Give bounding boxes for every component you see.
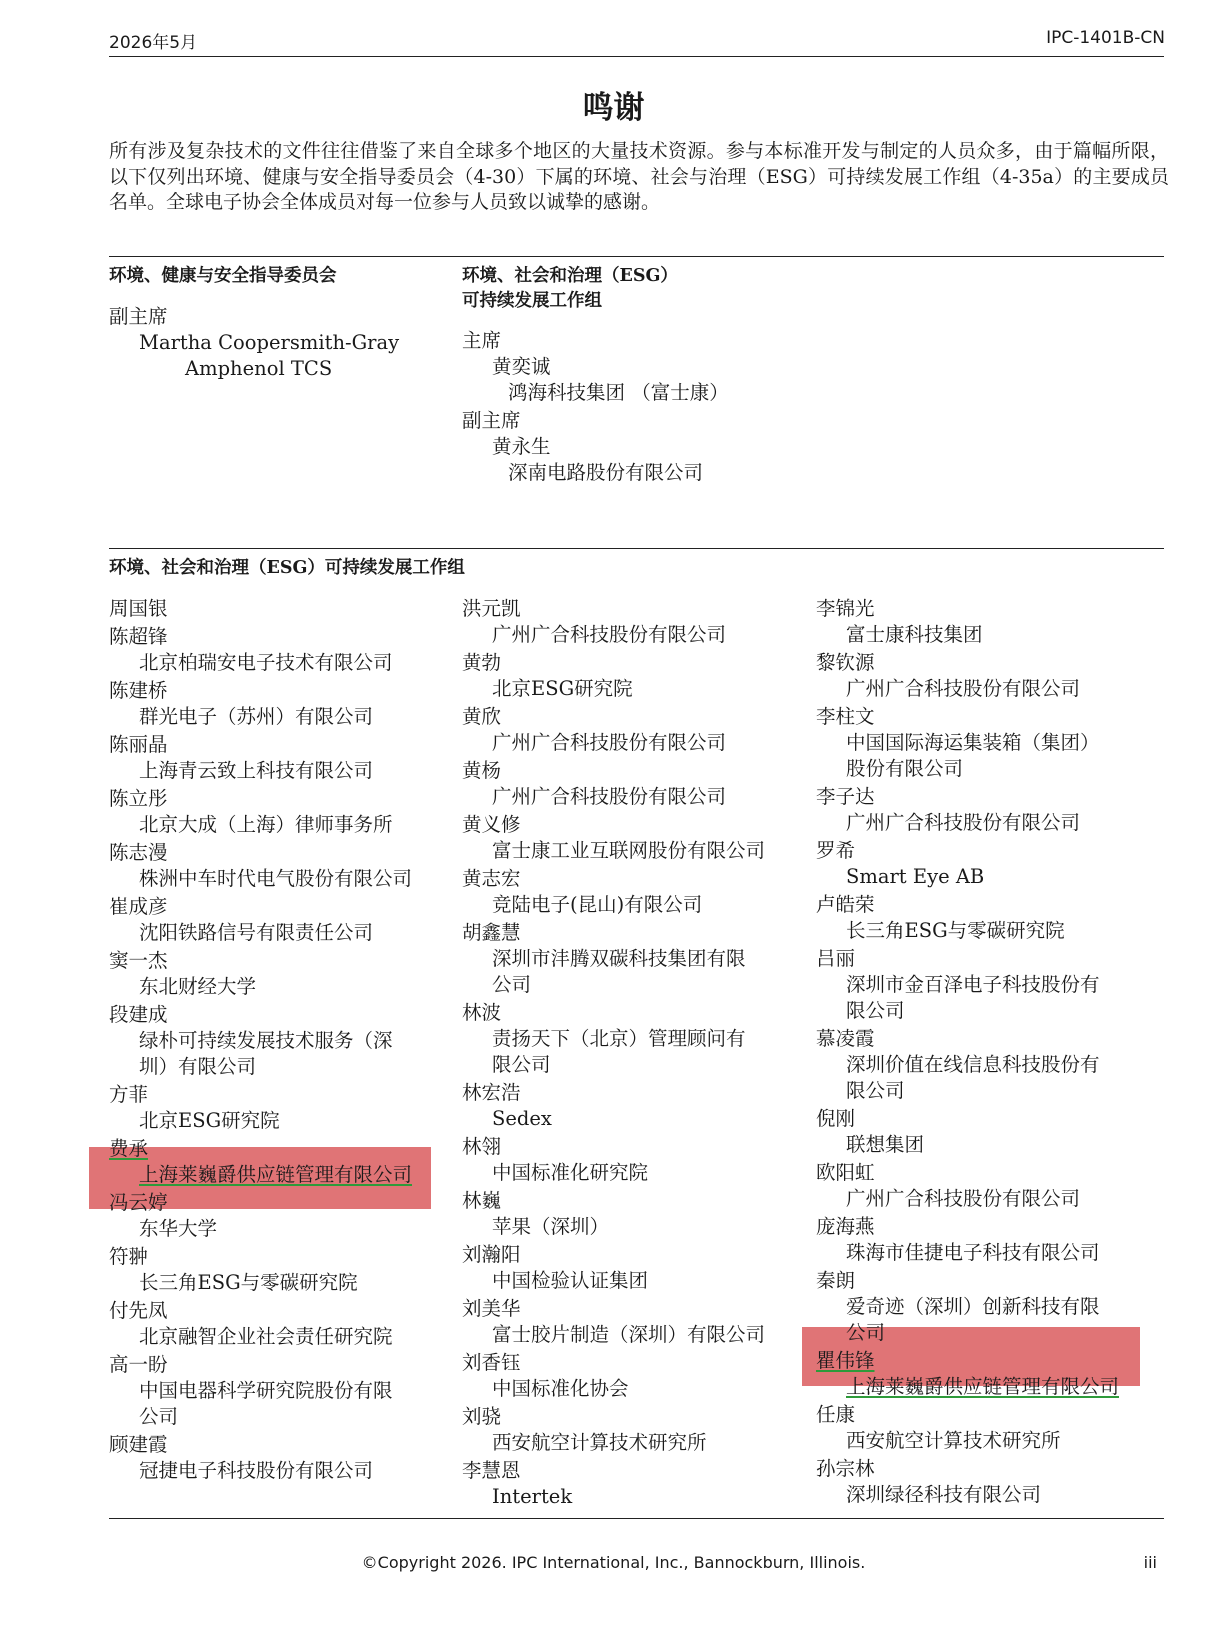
member-entry	[816, 1160, 1156, 1212]
member-name: 李慧恩	[462, 1459, 521, 1482]
member-org: 北京ESG研究院	[492, 677, 633, 700]
member-name: 顾建霞	[109, 1433, 168, 1456]
member-entry	[816, 650, 1156, 702]
members-column-2	[462, 596, 802, 1510]
member-org: 北京柏瑞安电子技术有限公司	[139, 651, 393, 674]
member-name: 倪刚	[816, 1107, 856, 1130]
member-org: 广州广合科技股份有限公司	[846, 811, 1081, 834]
member-entry	[816, 1456, 1156, 1508]
member-name: 窦一杰	[109, 949, 168, 972]
esg-lead-title-line2: 可持续发展工作组	[462, 291, 602, 311]
member-entry	[109, 1082, 449, 1134]
ehs-role: 副主席	[109, 305, 168, 328]
member-entry	[816, 704, 1156, 782]
member-org: 沈阳铁路信号有限责任公司	[139, 921, 374, 944]
member-entry	[462, 650, 802, 702]
member-org: 公司	[846, 1321, 886, 1344]
member-entry	[462, 1000, 802, 1078]
vice-chair-org: 深南电路股份有限公司	[508, 461, 704, 484]
member-entry	[109, 948, 449, 1000]
member-org: 上海莱巍爵供应链管理有限公司	[846, 1375, 1120, 1398]
member-org: 长三角ESG与零碳研究院	[139, 1271, 358, 1294]
chair-role: 主席	[462, 329, 502, 352]
member-entry	[462, 1242, 802, 1294]
member-name: 李子达	[816, 785, 875, 808]
member-name: 高一盼	[109, 1353, 168, 1376]
member-entry	[816, 838, 1156, 890]
member-name: 冯云婷	[109, 1191, 168, 1214]
page-number: iii	[1143, 1553, 1157, 1572]
member-name: 周国银	[109, 597, 168, 620]
member-entry	[462, 1080, 802, 1132]
member-org: 北京ESG研究院	[139, 1109, 280, 1132]
esg-lead-block	[462, 328, 802, 486]
member-name: 费承	[109, 1137, 149, 1160]
member-name: 洪元凯	[462, 597, 521, 620]
members-column-3	[816, 596, 1156, 1508]
member-name: 黎钦源	[816, 651, 875, 674]
member-entry	[109, 1352, 449, 1430]
member-name: 胡鑫慧	[462, 921, 521, 944]
member-org: 上海莱巍爵供应链管理有限公司	[139, 1163, 413, 1186]
member-org: 珠海市佳捷电子科技有限公司	[846, 1241, 1100, 1264]
member-org: 中国国际海运集装箱（集团）	[846, 731, 1100, 754]
member-name: 林宏浩	[462, 1081, 521, 1104]
member-name: 卢皓荣	[816, 893, 875, 916]
member-entry	[816, 1348, 1156, 1400]
member-org: Smart Eye AB	[846, 865, 985, 888]
member-name: 陈丽晶	[109, 733, 168, 756]
member-entry	[462, 866, 802, 918]
member-name: 符翀	[109, 1245, 149, 1268]
member-org: 东华大学	[139, 1217, 218, 1240]
member-org: 中国电器科学研究院股份有限	[139, 1379, 393, 1402]
member-org: 公司	[492, 973, 532, 996]
member-org: 爱奇迹（深圳）创新科技有限	[846, 1295, 1100, 1318]
member-org: 广州广合科技股份有限公司	[846, 1187, 1081, 1210]
member-name: 黄义修	[462, 813, 521, 836]
member-entry	[462, 704, 802, 756]
member-org: 圳）有限公司	[139, 1055, 257, 1078]
header-rule	[109, 56, 1164, 57]
member-org: 限公司	[492, 1053, 551, 1076]
member-entry	[816, 1402, 1156, 1454]
member-entry	[816, 596, 1156, 648]
member-name: 欧阳虹	[816, 1161, 875, 1184]
member-entry	[109, 894, 449, 946]
member-entry	[109, 1244, 449, 1296]
member-org: 西安航空计算技术研究所	[846, 1429, 1061, 1452]
member-org: 竞陆电子(昆山)有限公司	[492, 893, 703, 916]
member-org: 富士康工业互联网股份有限公司	[492, 839, 766, 862]
member-org: Intertek	[492, 1485, 573, 1508]
member-name: 陈建桥	[109, 679, 168, 702]
header-doc-id: IPC-1401B-CN	[1046, 28, 1165, 48]
member-name: 陈立彤	[109, 787, 168, 810]
member-org: 股份有限公司	[846, 757, 964, 780]
member-name: 林巍	[462, 1189, 502, 1212]
member-org: 北京融智企业社会责任研究院	[139, 1325, 393, 1348]
member-entry	[109, 1136, 449, 1188]
member-name: 刘瀚阳	[462, 1243, 521, 1266]
member-org: 限公司	[846, 1079, 905, 1102]
member-name: 秦朗	[816, 1269, 856, 1292]
member-name: 罗希	[816, 839, 856, 862]
member-org: 中国标准化协会	[492, 1377, 629, 1400]
member-entry	[816, 1214, 1156, 1266]
vice-chair-role: 副主席	[462, 409, 521, 432]
intro-paragraph: 所有涉及复杂技术的文件往往借鉴了来自全球多个地区的大量技术资源。参与本标准开发与制定的人员众多，由于篇幅所限，以下仅列出环境、健康与安全指导委员会（4-30）下属的环境、社会与治理（ESG）可持续发展工作组（4-35a）的主要成员名单。全球电子协会全体成员对每一位参与人员致以诚挚的感谢。	[109, 140, 1169, 213]
member-org: 限公司	[846, 999, 905, 1022]
member-org: 富士胶片制造（深圳）有限公司	[492, 1323, 766, 1346]
member-org: 北京大成（上海）律师事务所	[139, 813, 393, 836]
member-org: 苹果（深圳）	[492, 1215, 610, 1238]
member-entry	[109, 624, 449, 676]
member-entry	[109, 1298, 449, 1350]
member-org: 广州广合科技股份有限公司	[492, 731, 727, 754]
member-org: 广州广合科技股份有限公司	[492, 623, 727, 646]
member-org: 中国检验认证集团	[492, 1269, 649, 1292]
member-name: 黄欣	[462, 705, 502, 728]
member-entry	[109, 840, 449, 892]
chair-org: 鸿海科技集团 （富士康）	[508, 381, 729, 404]
esg-lead-title	[462, 264, 678, 314]
member-org: 长三角ESG与零碳研究院	[846, 919, 1065, 942]
member-entry	[109, 678, 449, 730]
member-org: 公司	[139, 1405, 179, 1428]
member-entry	[816, 892, 1156, 944]
member-entry	[109, 786, 449, 838]
members-rule	[109, 548, 1164, 549]
vice-chair-name: 黄永生	[492, 435, 551, 458]
member-name: 崔成彦	[109, 895, 168, 918]
members-title: 环境、社会和治理（ESG）可持续发展工作组	[109, 558, 465, 578]
member-name: 付先凤	[109, 1299, 168, 1322]
member-name: 方菲	[109, 1083, 149, 1106]
member-name: 吕丽	[816, 947, 856, 970]
member-entry	[462, 920, 802, 998]
member-name: 孙宗林	[816, 1457, 875, 1480]
member-name: 刘美华	[462, 1297, 521, 1320]
member-org: 绿朴可持续发展技术服务（深	[139, 1029, 393, 1052]
section-rule	[109, 256, 1164, 257]
member-entry	[462, 596, 802, 648]
member-name: 李柱文	[816, 705, 875, 728]
chair-name: 黄奕诚	[492, 355, 551, 378]
member-entry	[462, 1188, 802, 1240]
members-column-1	[109, 596, 449, 1484]
member-org: 冠捷电子科技股份有限公司	[139, 1459, 374, 1482]
member-entry	[109, 1432, 449, 1484]
footer-copyright: ©Copyright 2026. IPC International, Inc., Bannockburn, Illinois.	[361, 1553, 866, 1572]
member-name: 刘骁	[462, 1405, 502, 1428]
page-title: 鸣谢	[582, 90, 645, 126]
member-entry	[109, 732, 449, 784]
member-name: 黄志宏	[462, 867, 521, 890]
member-org: 群光电子（苏州）有限公司	[139, 705, 374, 728]
member-entry	[462, 1296, 802, 1348]
member-entry	[816, 1026, 1156, 1104]
member-name: 陈超锋	[109, 625, 168, 648]
member-org: 富士康科技集团	[846, 623, 983, 646]
ehs-org: Amphenol TCS	[185, 357, 333, 380]
member-org: 深圳绿径科技有限公司	[846, 1483, 1042, 1506]
member-entry	[109, 1002, 449, 1080]
member-entry	[816, 784, 1156, 836]
member-entry	[109, 596, 449, 622]
member-name: 刘香钰	[462, 1351, 521, 1374]
member-entry	[462, 758, 802, 810]
footer-rule	[109, 1518, 1164, 1519]
member-org: 上海青云致上科技有限公司	[139, 759, 374, 782]
member-org: 联想集团	[846, 1133, 925, 1156]
member-org: 西安航空计算技术研究所	[492, 1431, 707, 1454]
member-name: 黄杨	[462, 759, 502, 782]
member-name: 慕凌霞	[816, 1027, 875, 1050]
member-org: 广州广合科技股份有限公司	[846, 677, 1081, 700]
member-org: 株洲中车时代电气股份有限公司	[139, 867, 413, 890]
member-entry	[462, 1134, 802, 1186]
member-name: 庞海燕	[816, 1215, 875, 1238]
member-org: 东北财经大学	[139, 975, 257, 998]
member-name: 瞿伟锋	[816, 1349, 875, 1372]
ehs-committee-block	[109, 304, 439, 382]
member-entry	[109, 1190, 449, 1242]
member-entry	[816, 946, 1156, 1024]
member-name: 任康	[816, 1403, 856, 1426]
member-name: 李锦光	[816, 597, 875, 620]
member-entry	[462, 1350, 802, 1402]
member-name: 陈志漫	[109, 841, 168, 864]
header-date: 2026年5月	[109, 33, 198, 53]
member-org: Sedex	[492, 1107, 552, 1130]
member-name: 段建成	[109, 1003, 168, 1026]
member-name: 林翎	[462, 1135, 502, 1158]
member-entry	[462, 812, 802, 864]
member-org: 责扬天下（北京）管理顾问有	[492, 1027, 746, 1050]
member-entry	[462, 1458, 802, 1510]
member-entry	[816, 1106, 1156, 1158]
ehs-committee-title: 环境、健康与安全指导委员会	[109, 266, 337, 286]
member-org: 深圳市沣腾双碳科技集团有限	[492, 947, 746, 970]
member-name: 林波	[462, 1001, 502, 1024]
member-org: 中国标准化研究院	[492, 1161, 649, 1184]
esg-lead-title-line1: 环境、社会和治理（ESG）	[462, 266, 678, 286]
member-entry	[816, 1268, 1156, 1346]
member-entry	[462, 1404, 802, 1456]
member-name: 黄勃	[462, 651, 502, 674]
member-org: 广州广合科技股份有限公司	[492, 785, 727, 808]
ehs-name: Martha Coopersmith-Gray	[139, 331, 400, 354]
member-org: 深圳价值在线信息科技股份有	[846, 1053, 1100, 1076]
member-org: 深圳市金百泽电子科技股份有	[846, 973, 1100, 996]
